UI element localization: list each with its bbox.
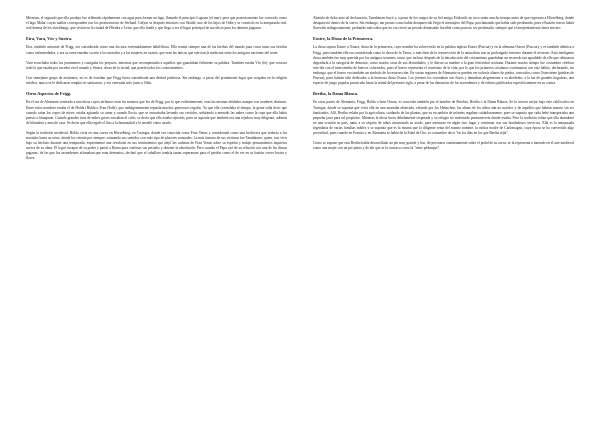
paragraph: En otras partes de Alemania, Frigg, Holda o bien Ostara, es conocida también por el nombre de Brechta, Bertha o la Dama Blanca. Se la conoce mejor bajo este calificativo en Turingia, donde se suponía que vivía ella en una montaña ahuecada, velando por los Heimchen, las almas de los niños aún no nacidos y de aquellos que habían muerto sin ser bautizados. Allí, Bertha velaba por la agricultura, cuidando de las plantas, que su escuadrón de infantes regaban cuidadosamente, pues se suponía que cada bebé transportaba una pequeña jarra para tal propósito. Mientras la diosa fuera debidamente respetada y su refugio no molestado permanecería donde estaba. Pero la tradición relata que ella abandonó en una ocasión su país, junto a su séquito de niños arrastrando su arado, para asentarse en algún otro lugar y continuar con sus bondadosos servicios. Ella es la antepasada legendaria de varias familias nobles y se suponía que es la misma que la diligente reina del mismo nombre, la mítica madre de Carlomagno, cuya época se ha convertido algo proverbial, pues cuando en Francia y en Alemania se habla de la Edad de Oro, es costumbre decir "en los días en los que Bertha tejía". [313, 100, 574, 135]
paragraph: La diosa sajona Eastre u Ostara, diosa de la primavera, cuyo nombre ha sobrevivido en la palabra inglesa Easter (Pascua) y en la alemana Ostern (Pascua), y es también idéntica a Frigg, pues también ella era considerada como la diosa de la Tierra, o más bien de la resurrección de la naturaleza tras su prolongado invierno durante el invierno. Esta inteligente diosa también fue muy querida por los antiguos teutones, tanto, que incluso después de la introducción del cristianismo guardaban un recuerdo tan agradable de ella que rehusaron degradarla a la categoría de demonio, como mucho otras de sus divinidades, y le dieron su nombre a la gran festividad cristiana. Durante mucho tiempo fue costumbre celebrar este día con el intercambio de huevos coloreados, pues el huevo representa el comienzo de la vida, por lo que los primeros cristianos continuaron con este hábito, declarando, sin embargo, que el huevo era también un símbolo de la resurrección. En varias regiones de Alemania se pueden ver todavía altares de piedra, conocidos como Ostersteine (piedras de Pascua), pues habían sido dedicados a la hermosa diosa Ostara. Los jóvenes los coronaban con flores y danzaban alegremente a su alrededor, a la luz de grandes hogueras, una especie de juego popular practicado hasta la mitad del presente siglo, a pesar de las denuncias de los ascendentes y de edictos publicados específicamente en su contra. [313, 45, 574, 86]
section-heading: Eostre, la Diosa de la Primavera. [313, 36, 374, 42]
paragraph: Eira, también asistente de Frigg, era considerada como una doctora extremadamente hábil/diosa. Ella reunía siempre una de las hierbas del mundo para curar tanto sus heridas como enfermedades, y era su tarea enseñar su arte a los mortales y a las mujeres en cuanto, que eran las únicas que ejercían la medicina entre los antiguos naciones del norte. [26, 45, 287, 55]
paragraph: Vara escuchaba todos los juramentos y castigaba los perjuros, mientras que recompensaba a aquellos que guardaban fielmente su palabra. También estaba Vör (fe), que conocía todo lo que estaba por suceder en el mundo y Snotra, diosa de la virtud, que poseía todos los conocimientos. [26, 60, 287, 70]
paragraph: Mientras, el segundo que ella produjo fue rellenado rápidamente con agua para formar un lago, llamado el principio Logrum (el mar), pero que posteriormente fue conocido como el lago Mälar, cuyas mallas corresponden con los promontorios de Seeland. Gefjon se después entonces con Skiold, uno de los hijos de Odín y se convirtió en la antepasada real, real danesa de los skioldungs, que vivían en la ciudad de Hleidra o Letra, que ella fundó y que llego a ser el lugar principal de sacrificio para los daneses paganos. [26, 16, 287, 31]
left-column [26, 16, 287, 416]
right-column [313, 16, 574, 416]
section-heading: Bertha, la Dama Blanca. [313, 91, 358, 97]
paragraph: Abatido de dolor ante tal declaración, Tannhäuser huyó y, a pesar de los ruegos de su fiel amigo Eckhardt, no tuvo sentir mucho tiempo antes de que regresara a Hörselberg, donde desapareció dentro de la cueva. Sin embargo, tan pronto como había desaparecido Ilegó el mensajero del Papa, proclamando que había sido perdonado, pues el bastón reseco había florecido milagrosamente, probando más todos que no era cierto un pecado demasiado horrible como para no ser perdonado, siempre que el arrepentimiento fuera sincero. [313, 16, 574, 31]
section-heading: Eira, Vara, Vör y Snotra. [26, 36, 73, 42]
paragraph: En el sur de Alemania venerada a una diosa cuyos atributos eran los mismos que los de Frigg, por lo que evidentemente, eran las mismas deidades aunque con nombres distintos. Entre estos nombres estaba el de Holda (Hulda o Frau Holle), que indulgentemente repartía muchos generosos regalos. Ya que ella controlaba el tiempo, la gente solía decir que cuando caían los copos de nieve, estaba agitando su cama y cuando llovía, que se encontraba lavando sus vestidos, señalando a menudo las nubes como la ropa que ella había puesto a blanquear. Cuando grandes tiras de nubes grises surcaban el cielo, se decía que ella estaba tejiendo, pues se suponía que también era una tejedora muy diligente, además de hilandera y ama de casa. Se decía que ella regaló el lino a la humanidad y le enseñó cómo usarlo. [26, 100, 287, 125]
paragraph: Como se supone que esta Bertha había desarrollado un pie muy grande y liso, de presionar continuamente sobre el pedal de su rueca, se la representa a menudo en el arte medieval como una mujer con un pie plano y de ahí que se la conozca como la "reine pédauque". [313, 141, 574, 151]
section-heading: Otros Aspectos de Frigg. [26, 91, 72, 97]
paragraph: Con semejante grupo de asistentes, no es de extrañar que Frigg fuera considerada una deidad poderosa. Sin embargo, a pesar del prominente lugar que ocupaba en la religión nórdica, nunca se le dedicaron templos ni santuarios, y era venerada solo junto a Odín. [26, 76, 287, 86]
paragraph: Según la tradición medieval, Holda vivía en una cueva en Hörselberg, en Turingia, donde era conocida como Frau Venus y considerada como una hechicera que seducía a los mortales hasta su reino, donde los retenía por siempre; saturando sus sentidos con todo tipo de placeres sensuales. La más famosa de sus víctimas fue Tannhäuser, quien, tras vivir bajo su hechizo durante una temporada, experimentó una revulsión en sus sentimientos que alejó las cadenas de Frau Venus sobre su espíritu y indujo pensamientos inquietos acerca de su alma. El logró escapar de su poder y partió a Roma para confesar sus pecados y obtener la absolución. Pero cuando el Papa oyó de su relación con una de las diosas paganas, de las que los ascendentes afirmaban que eran demonios, declaró que el caballero tendría tantas esperanzas para el perdón como el de ver en su bastón crecer brotes y flores. [26, 130, 287, 161]
